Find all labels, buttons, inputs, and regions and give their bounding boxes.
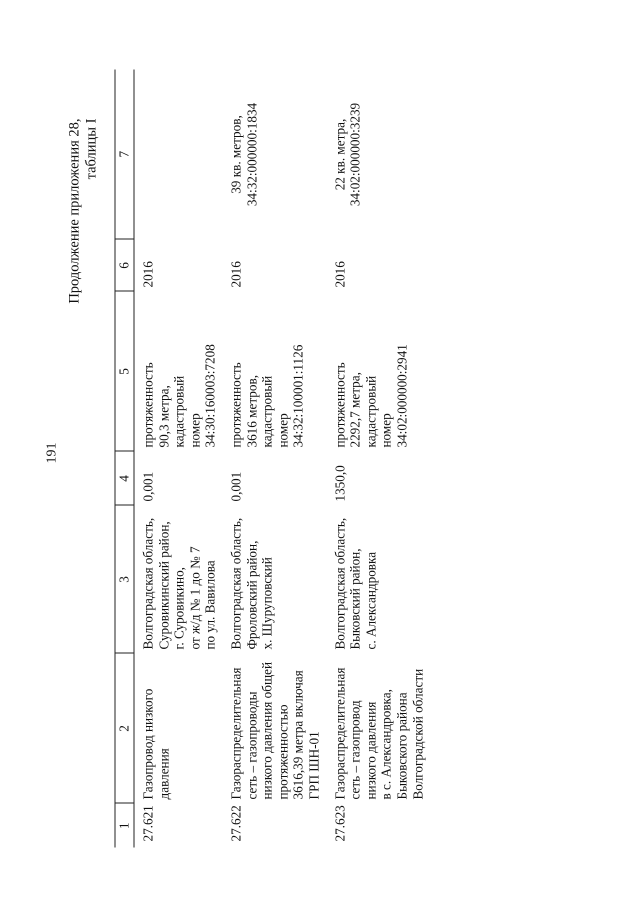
header-cell: 2 [115, 653, 134, 803]
text-line: протяженность [140, 361, 155, 447]
header-cell: 6 [115, 239, 134, 291]
table-row [134, 69, 222, 847]
object-characteristics [134, 291, 222, 451]
continuation-heading [66, 118, 100, 303]
object-value: 1350,0 [331, 464, 347, 501]
text-line: Быковский район, [347, 547, 363, 649]
header-row [115, 69, 134, 847]
header-cell: 4 [115, 451, 134, 505]
text-line: 34:02:000000:2941 [393, 343, 409, 447]
text-line: протяженностью [274, 703, 290, 799]
text-line: 3616,39 метра включая [290, 669, 306, 799]
text-line: 34:02:000000:3239 [347, 102, 363, 206]
object-characteristics [222, 291, 326, 451]
row-number: 27.622 [227, 804, 243, 841]
text-line: сеть – газопроводы [243, 691, 259, 799]
text-line: давления [155, 747, 171, 799]
text-line: 34:30:160003:7208 [202, 343, 218, 447]
text-line: кадастровый [259, 375, 275, 447]
text-line: в с. Александровка, [378, 688, 394, 799]
text-line: Быковского района [393, 691, 409, 799]
text-line: номер [378, 412, 394, 447]
object-value: 0,001 [140, 471, 155, 501]
text-line: 39 кв. метров, [227, 114, 243, 194]
text-line: 34:32:100001:1126 [290, 344, 306, 447]
text-line: Газораспределительная [331, 667, 347, 799]
object-value: 0,001 [227, 471, 243, 501]
object-characteristics [326, 291, 430, 451]
header-cell: 1 [115, 803, 134, 847]
text-line: по ул. Вавилова [202, 559, 218, 649]
row-number: 27.621 [140, 804, 155, 841]
text-line: сеть – газопровод [347, 699, 363, 799]
text-line: номер [274, 412, 290, 447]
text-line: Газораспределительная [227, 667, 243, 799]
text-line: Суровикинский район, [155, 520, 171, 649]
text-line: 34:32:000000:1834 [243, 102, 259, 206]
object-note [326, 69, 430, 239]
text-line: номер [186, 412, 202, 447]
continuation-line-2: таблицы I [83, 118, 99, 179]
object-location [326, 505, 430, 653]
text-line: с. Александровка [362, 551, 378, 649]
object-year: 2016 [140, 260, 155, 287]
appendix-table [114, 69, 429, 847]
header-cell: 5 [115, 291, 134, 451]
text-line: низкого давления [362, 701, 378, 799]
text-line: 2292,7 метра, [347, 371, 363, 447]
text-line: Фроловский район, [243, 540, 259, 649]
text-line: 3616 метров, [243, 374, 259, 447]
text-line: протяженность [227, 361, 243, 447]
object-name [134, 653, 222, 803]
object-note [134, 69, 222, 239]
text-line: Волгоградская область, [227, 517, 243, 649]
text-line: г. Суровикино, [171, 566, 187, 649]
text-line: от ж/д № 1 до № 7 [186, 545, 202, 649]
object-location [222, 505, 326, 653]
object-note [222, 69, 326, 239]
text-line: Волгоградская область, [140, 517, 155, 649]
text-line: 22 кв. метра, [331, 118, 347, 190]
header-cell: 7 [115, 69, 134, 239]
text-line: кадастровый [362, 375, 378, 447]
object-year: 2016 [227, 260, 243, 287]
text-line: Газопровод низкого [140, 688, 155, 799]
row-number: 27.623 [331, 804, 347, 841]
page-number: 191 [44, 442, 59, 463]
object-name [222, 653, 326, 803]
continuation-line-1: Продолжение приложения 28, [66, 118, 82, 304]
header-cell: 3 [115, 505, 134, 653]
object-year: 2016 [331, 260, 347, 287]
text-line: 90,3 метра, [155, 384, 171, 447]
text-line: Волгоградской области [409, 668, 425, 799]
table-row [326, 69, 430, 847]
object-name [326, 653, 430, 803]
text-line: х. Шуруповский [259, 556, 275, 649]
text-line: протяженность [331, 361, 347, 447]
text-line: кадастровый [171, 375, 187, 447]
text-line: ГРП ШН-01 [305, 730, 321, 799]
object-location [134, 505, 222, 653]
text-line: Волгоградская область, [331, 517, 347, 649]
table-row [222, 69, 326, 847]
text-line: низкого давления общей [259, 661, 275, 799]
